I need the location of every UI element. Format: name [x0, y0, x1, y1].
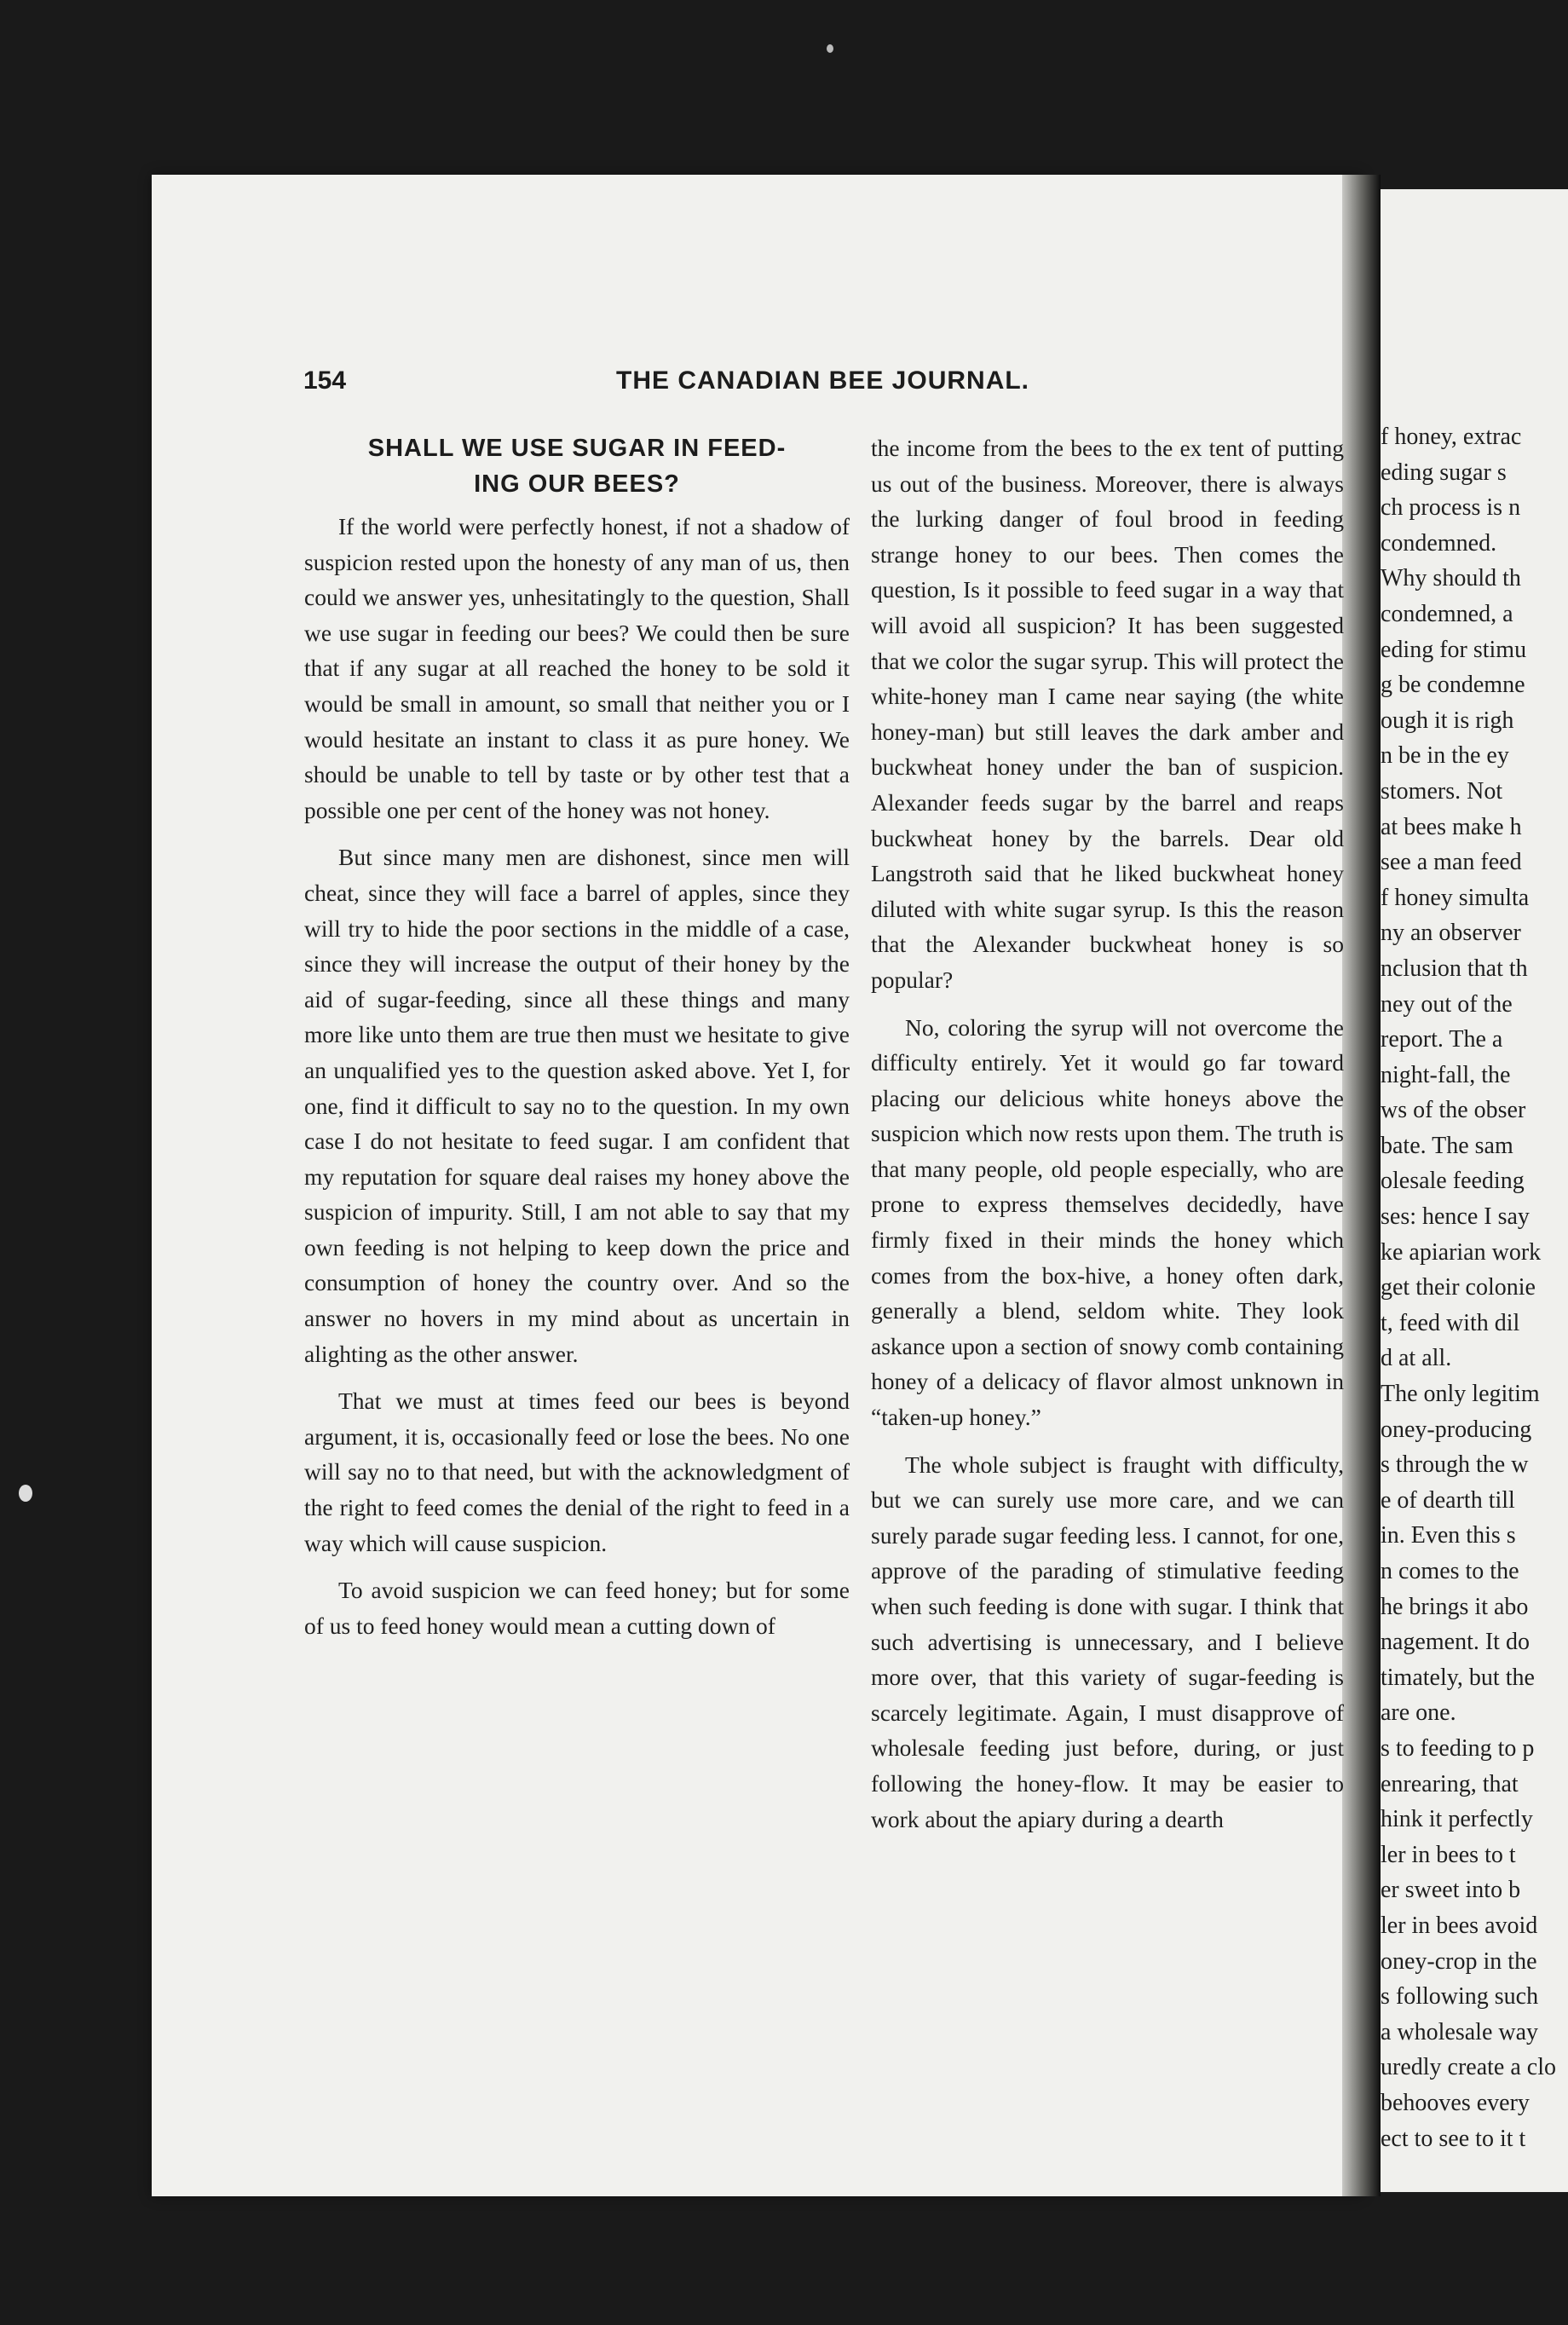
facing-page-line: s through the w — [1381, 1451, 1529, 1479]
facing-page-line: at bees make h — [1381, 813, 1522, 840]
facing-page-line: timately, but the — [1381, 1664, 1535, 1691]
facing-page-line: ke apiarian work — [1381, 1238, 1542, 1266]
facing-page-line: The only legitim — [1381, 1381, 1540, 1408]
facing-page-line: behooves every — [1381, 2089, 1530, 2116]
facing-page-text — [1381, 419, 1568, 2156]
paragraph: the income from the bees to the ex tent of putting us out of the business. Moreover, there is always the lurking danger of foul brood in feeding strange honey to our bees. Then comes the question, Is it possible to feed sugar in a way that will avoid all suspicion? It has been suggested that we color the sugar syrup. This will protect the white-honey man I came near saying (the white honey-man) but still leaves the dark amber and buckwheat honey under the ban of suspicion. Alexander feeds sugar by the barrel and reaps buckwheat honey by the barrels. Dear old Langstroth said that he liked buckwheat honey diluted with white sugar syrup. Is this the reason that the Alexander buckwheat honey is so popular? — [871, 435, 1344, 993]
left-column — [304, 430, 850, 1655]
facing-page-line: see a man feed — [1381, 849, 1522, 876]
facing-page-line: he brings it abo — [1381, 1593, 1529, 1620]
facing-page-line: Why should th — [1381, 565, 1521, 592]
facing-page-line: get their colonie — [1381, 1274, 1536, 1301]
scan-speck — [827, 44, 833, 53]
facing-page-line: are one. — [1381, 1699, 1456, 1727]
facing-page-line: night-fall, the — [1381, 1061, 1511, 1088]
facing-page-line: oney-crop in the — [1381, 1947, 1537, 1975]
facing-page-line: stomers. Not — [1381, 777, 1503, 805]
facing-page-line: enrearing, that — [1381, 1770, 1519, 1797]
facing-page-line: eding for stimu — [1381, 636, 1527, 663]
paragraph: The whole subject is fraught with difficulty, but we can surely use more care, and we can surely parade sugar feeding less. I cannot, for one, approve of the parading of stimulative feeding when such feeding is done with sugar. I think that such advertising is unnecessary, and I believe more over, that this variety of sugar-feeding is scarcely legitimate. Again, I must disapprove of wholesale feeding just before, during, or just following the honey-flow. It may be easier to work about the apiary during a dearth — [871, 1451, 1344, 1832]
facing-page-line: oney-producing — [1381, 1416, 1532, 1443]
paragraph: If the world were perfectly honest, if not a shadow of suspicion rested upon the honesty of any man of us, then could we answer yes, unhesitatingly to the question, Shall we use sugar in feeding our bees? We could then be sure that if any sugar at all reached the honey to be sold it would be small in amount, so small that neither you or I would hesitate an instant to class it as pure honey. We should be unable to tell by taste or by other test that a possible one per cent of the honey was not honey. — [304, 513, 850, 823]
headline-line: ING OUR BEES? — [474, 470, 680, 498]
paragraph: No, coloring the syrup will not overcome the difficulty entirely. Yet it would go far toward placing our delicious white honeys above the suspicion which now rests upon them. The truth is that many people, old people especially, who are prone to express themselves decidedly, have firmly fixed in their minds the honey which comes from the box-hive, a honey often dark, generally a blend, seldom white. They look askance upon a section of snowy comb containing honey of a delicacy of flavor almost unknown in “taken-up honey.” — [871, 1013, 1344, 1431]
facing-page-line: a wholesale way — [1381, 2018, 1539, 2045]
page-number: 154 — [303, 366, 347, 395]
facing-page-line: olesale feeding — [1381, 1168, 1525, 1195]
paragraph: But since many men are dishonest, since men will cheat, since they will face a barrel of apples, since they will try to hide the poor sections in the middle of a case, since they will increase the output of their honey by the aid of sugar-feeding, since all these things and many more like unto them are true then must we hesitate to give an unqualified yes to the question asked above. Yet I, for one, find it difficult to say no to the question. In my own case I do not hesitate to feed sugar. I am confident that my reputation for square deal raises my honey above the suspicion of impurity. Still, I am not able to say that my own feeding is not helping to keep down the price and consumption of honey the country over. And so the answer no hovers in my mind about as uncertain in alighting as the other answer. — [304, 844, 850, 1367]
facing-page-line: g be condemne — [1381, 672, 1525, 699]
facing-page-line: er sweet into b — [1381, 1877, 1521, 1904]
facing-page-line: ler in bees avoid — [1381, 1912, 1538, 1939]
facing-page-line: eding sugar s — [1381, 459, 1507, 486]
journal-title: THE CANADIAN BEE JOURNAL. — [616, 366, 1030, 395]
facing-page-line: ws of the obser — [1381, 1097, 1526, 1124]
facing-page-line: nclusion that th — [1381, 955, 1528, 982]
facing-page-line: ect to see to it t — [1381, 2125, 1526, 2152]
facing-page-line: uredly create a clo — [1381, 2054, 1556, 2081]
facing-page-line: n comes to the — [1381, 1558, 1519, 1584]
facing-page-line: report. The a — [1381, 1026, 1503, 1053]
middle-column — [871, 430, 1344, 2186]
facing-page-line: in. Even this s — [1381, 1522, 1516, 1549]
paragraph: That we must at times feed our bees is beyond argument, it is, occasionally feed or lose the bees. No one will say no to that need, but with the acknowledgment of the right to feed comes the denial of the right to feed in a way which will cause suspicion. — [304, 1388, 850, 1556]
facing-page-line: n be in the ey — [1381, 742, 1509, 770]
facing-page-line: f honey, extrac — [1381, 424, 1522, 450]
facing-page-line: ler in bees to t — [1381, 1841, 1516, 1868]
facing-page-line: t, feed with dil — [1381, 1309, 1520, 1336]
facing-page — [1381, 189, 1568, 2192]
running-head — [152, 366, 1362, 401]
book-gutter — [1342, 175, 1381, 2196]
facing-page-line: ch process is n — [1381, 494, 1521, 522]
paragraph: To avoid suspicion we can feed honey; but for some of us to feed honey would mean a cutting down of — [304, 1577, 850, 1639]
facing-page-line: ny an observer — [1381, 920, 1521, 947]
facing-page-line: bate. The sam — [1381, 1132, 1513, 1159]
scan-speck — [19, 1485, 32, 1502]
facing-page-line: nagement. It do — [1381, 1629, 1530, 1656]
facing-page-line: condemned, a — [1381, 600, 1513, 627]
facing-page-line: s to feeding to p — [1381, 1734, 1535, 1762]
facing-page-line: e of dearth till — [1381, 1486, 1515, 1514]
facing-page-line: ses: hence I say — [1381, 1203, 1530, 1231]
facing-page-line: hink it perfectly — [1381, 1806, 1533, 1833]
facing-page-line: ney out of the — [1381, 990, 1513, 1018]
article-headline — [304, 430, 850, 502]
facing-page-line: d at all. — [1381, 1345, 1452, 1372]
headline-line: SHALL WE USE SUGAR IN FEED- — [367, 435, 787, 462]
facing-page-line: f honey simulta — [1381, 884, 1530, 911]
facing-page-line: ough it is righ — [1381, 707, 1514, 734]
facing-page-line: s following such — [1381, 1983, 1539, 2011]
facing-page-line: condemned. — [1381, 529, 1497, 557]
